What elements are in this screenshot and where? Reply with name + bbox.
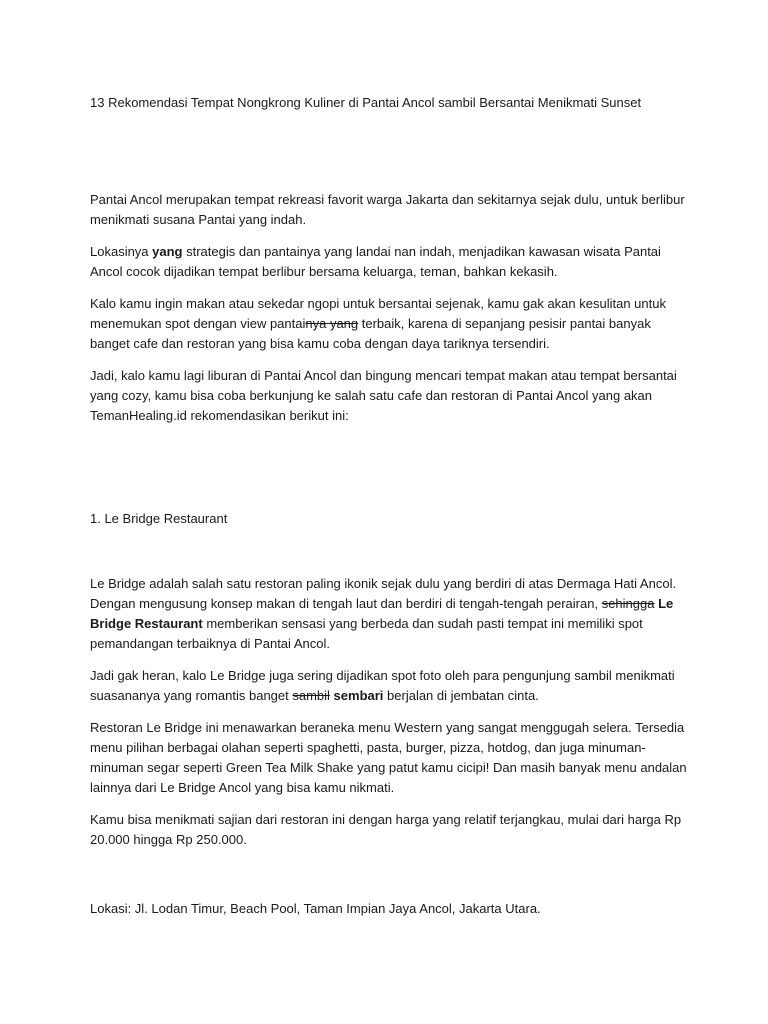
intro-paragraph-2: Lokasinya yang strategis dan pantainya yang landai nan indah, menjadikan kawasan wisata Pantai Ancol cocok dijadikan tempat berlibur bersama keluarga, teman, bahkan kekasih. [90, 244, 661, 279]
struck-text: sambil [292, 688, 330, 703]
struck-text: nya yang [305, 316, 359, 331]
section-1-paragraph-1: Le Bridge adalah salah satu restoran paling ikonik sejak dulu yang berdiri di atas Dermaga Hati Ancol. Dengan mengusung konsep makan di tengah laut dan berdiri di tengah-tengah perairan, sehingga Le Bridge Restaurant memberikan sensasi yang berbeda dan sudah pasti tempat ini memiliki spot pemandangan terbaiknya di Pantai Ancol. [90, 576, 677, 651]
article-title: 13 Rekomendasi Tempat Nongkrong Kuliner di Pantai Ancol sambil Bersantai Menikmati Sunset [90, 95, 642, 110]
intro-paragraph-3: Kalo kamu ingin makan atau sekedar ngopi untuk bersantai sejenak, kamu gak akan kesulitan untuk menemukan spot dengan view pantainya yang terbaik, karena di sepanjang pesisir pantai banyak banget cafe dan restoran yang bisa kamu coba dengan daya tariknya tersendiri. [90, 296, 666, 351]
intro-section [90, 190, 690, 438]
section-1-body [90, 574, 690, 862]
bold-text: yang [152, 244, 183, 259]
section-1-paragraph-3: Restoran Le Bridge ini menawarkan beraneka menu Western yang sangat menggugah selera. Tersedia menu pilihan berbagai olahan seperti spaghetti, pasta, burger, pizza, hotdog, dan juga minuman-minuman segar seperti Green Tea Milk Shake yang patut kamu cicipi! Dan masih banyak menu andalan lainnya dari Le Bridge Ancol yang bisa kamu nikmati. [90, 720, 687, 795]
section-heading: 1. Le Bridge Restaurant [90, 511, 228, 526]
intro-paragraph-1: Pantai Ancol merupakan tempat rekreasi favorit warga Jakarta dan sekitarnya sejak dulu, untuk berlibur menikmati susana Pantai yang indah. [90, 192, 685, 227]
section-1-paragraph-4: Kamu bisa menikmati sajian dari restoran ini dengan harga yang relatif terjangkau, mulai dari harga Rp 20.000 hingga Rp 250.000. [90, 812, 682, 847]
location-line: Lokasi: Jl. Lodan Timur, Beach Pool, Taman Impian Jaya Ancol, Jakarta Utara. [90, 901, 541, 916]
struck-text: sehingga [601, 596, 655, 611]
intro-paragraph-4: Jadi, kalo kamu lagi liburan di Pantai Ancol dan bingung mencari tempat makan atau tempat bersantai yang cozy, kamu bisa coba berkunjung ke salah satu cafe dan restoran di Pantai Ancol yang akan TemanHealing.id rekomendasikan berikut ini: [90, 368, 677, 423]
bold-text: sembari [329, 688, 384, 703]
bold-text: Le Bridge Restaurant [90, 596, 674, 631]
section-1-paragraph-2: Jadi gak heran, kalo Le Bridge juga sering dijadikan spot foto oleh para pengunjung sambil menikmati suasananya yang romantis banget sambil sembari berjalan di jembatan cinta. [90, 668, 675, 703]
